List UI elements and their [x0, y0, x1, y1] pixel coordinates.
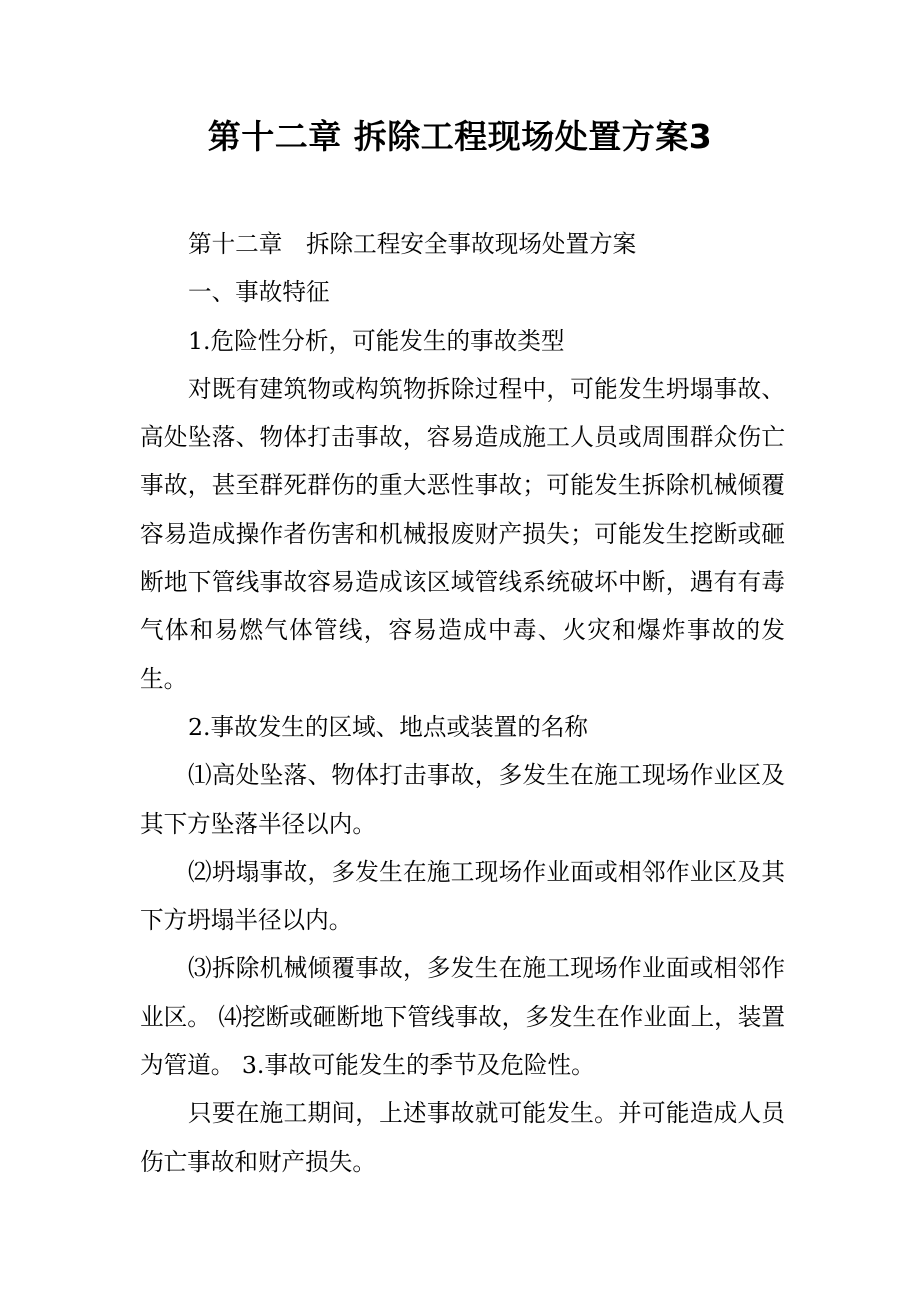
document-title: 第十二章 拆除工程现场处置方案3 — [207, 117, 713, 156]
section-heading: 第十二章 拆除工程安全事故现场处置方案 — [188, 230, 637, 258]
document-body — [140, 220, 785, 1186]
item-heading: 2.事故发生的区域、地点或装置的名称 — [188, 712, 589, 741]
body-paragraph: ⑵坍塌事故，多发生在施工现场作业面或相邻作业区及其下方坍塌半径以内。 — [140, 857, 785, 935]
body-paragraph: ⑴高处坠落、物体打击事故，多发生在施工现场作业区及其下方坠落半径以内。 — [140, 761, 785, 838]
body-paragraph: ⑶拆除机械倾覆事故，多发生在施工现场作业面或相邻作业区。 ⑷挖断或砸断地下管线事故，多发生在作业面上，装置为管道。 3.事故可能发生的季节及危险性。 — [140, 954, 785, 1080]
body-paragraph: 对既有建筑物或构筑物拆除过程中，可能发生坍塌事故、高处坠落、物体打击事故，容易造成施工人员或周围群众伤亡事故，甚至群死群伤的重大恶性事故；可能发生拆除机械倾覆容易造成操作者伤害和机械报废财产损失；可能发生挖断或砸断地下管线事故容易造成该区域管线系统破坏中断，遇有有毒气体和易燃气体管线，容易造成中毒、火灾和爆炸事故的发生。 — [140, 374, 785, 693]
item-heading: 1.危险性分析，可能发生的事故类型 — [188, 326, 565, 355]
body-paragraph: 只要在施工期间，上述事故就可能发生。并可能造成人员伤亡事故和财产损失。 — [140, 1099, 785, 1176]
subsection-heading: 一、事故特征 — [188, 278, 330, 307]
